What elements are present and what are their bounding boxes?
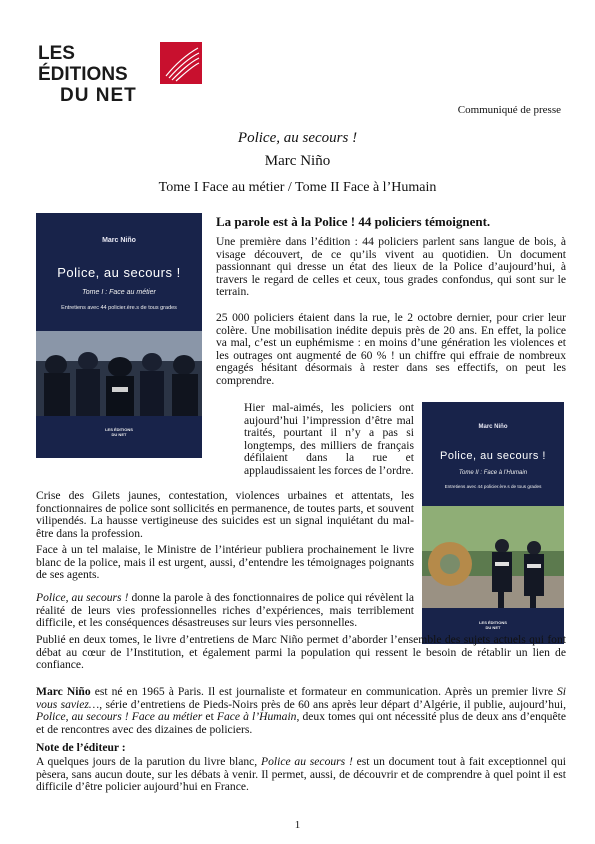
paragraph-8-and: et <box>202 710 217 724</box>
paragraph-4: Crise des Gilets jaunes, contestation, violences urbaines et attentats, les fonctionnaires de police sont sollicités en permanence, de toutes parts, et souvent vilipendés. La hausse vertigineuse des suicides est un signal inquiétant du mal-être dans la profession. <box>36 489 414 540</box>
book-cover-tome-2 <box>422 402 564 644</box>
cover-publisher-line-1: LES ÉDITIONS <box>479 620 507 625</box>
paragraph-6 <box>36 592 414 630</box>
paragraph-2: 25 000 policiers étaient dans la rue, le 2 octobre dernier, pour crier leur colère. Une mobilisation inédite depuis près de 20 ans. En effet, la police va mal, c’est un euphémisme : en moins d’une génération les violences et les outrages ont augmenté de 60 % ! un chiffre qui effraie de nombreux engagés hésitant désormais à rester dans ses effectifs, on peut les comprendre. <box>216 311 566 387</box>
book-title-inline-2: Police au secours ! <box>261 755 353 768</box>
page-number: 1 <box>294 819 301 831</box>
book-cover-tome-1 <box>36 213 202 458</box>
publisher-logo-icon <box>160 42 202 84</box>
paragraph-1: Une première dans l’édition : 44 policiers parlent sans langue de bois, à visage découvert, de ce qu’ils vivent au quotidien. Un document passionnant qui dresse un état des lieux de la Police d’aujourd’hui, à travers le regard de celles et ceux, tous grades confondus, qui sont sur le terrain. <box>216 235 566 299</box>
paragraph-9-text-a: A quelques jours de la parution du livre blanc, <box>36 755 261 768</box>
cover-author: Marc Niño <box>102 237 136 244</box>
logo-line-2: DU NET <box>60 85 137 106</box>
cover-publisher-line-2: DU NET <box>485 625 501 630</box>
cover-subtitle: Entretiens avec 44 policier.ère.s de tous grades <box>444 484 542 489</box>
cover-title: Police, au secours ! <box>440 450 546 462</box>
paragraph-8-text-b: , série d’entretiens de Pieds-Noirs près de 60 ans après leur départ d’Algérie, il publie, aujourd’hui, <box>99 697 566 711</box>
tome-2-title-inline: Face à l’Humain <box>216 710 297 724</box>
book-title-inline: Police, au secours ! <box>36 591 129 604</box>
cover-publisher <box>36 427 202 437</box>
paragraph-9 <box>36 756 566 794</box>
cover-publisher-line-1: LES ÉDITIONS <box>105 427 133 432</box>
paragraph-8 <box>36 686 566 736</box>
cover-title: Police, au secours ! <box>57 265 181 280</box>
publisher-logo <box>38 43 158 106</box>
press-release-label: Communiqué de presse <box>457 104 561 116</box>
cover-tome: Tome II : Face à l’Humain <box>458 470 528 476</box>
editor-note-heading: Note de l’éditeur : <box>36 741 126 754</box>
paragraph-8-text-a: est né en 1965 à Paris. Il est journaliste et formateur en communication. Après un premier livre <box>90 685 557 698</box>
book-tomes: Tome I Face au métier / Tome II Face à l’Humain <box>158 180 437 195</box>
paragraph-6-text: donne la parole à des fonctionnaires de police qui révèlent la réalité de leurs vies professionnelles riches d’expériences, mais terriblement difficile, et les conséquences désastreuses sur leurs vies personnelles. <box>36 591 414 630</box>
previous-book-title: Si vous saviez… <box>36 685 567 711</box>
cover-photo <box>422 506 564 608</box>
paragraph-3: Hier mal-aimés, les policiers ont aujourd’hui l’impression d’être mal traités, pourtant il n’y a pas si longtemps, des milliers de français défilaient dans la rue et applaudissaient les forces de l’ordre. <box>244 401 414 477</box>
book-author: Marc Niño <box>264 153 331 169</box>
cover-photo <box>36 331 202 416</box>
cover-publisher <box>422 620 564 630</box>
article-headline: La parole est à la Police ! 44 policiers témoignent. <box>216 214 491 229</box>
cover-author: Marc Niño <box>478 424 508 430</box>
cover-publisher-line-2: DU NET <box>111 432 127 437</box>
paragraph-7: Publié en deux tomes, le livre d’entretiens de Marc Niño permet d’aborder l’ensemble des sujets actuels qui font débat au cœur de l’Institution, et également parmi la population qui ressent le besoin de rétablir un lien de confiance. <box>36 633 566 672</box>
logo-line-1: LES ÉDITIONS <box>38 43 128 85</box>
paragraph-8-text-c: , deux tomes qui ont nécessité plus de deux ans d’enquête et de rencontres avec des dizaines de policiers. <box>36 710 566 736</box>
author-name: Marc Niño <box>36 685 91 698</box>
tome-1-title-inline: Police, au secours ! Face au métier <box>36 710 203 724</box>
cover-subtitle: Entretiens avec 44 policier.ère.s de tous grades <box>61 305 177 311</box>
paragraph-9-text-b: est un document tout à fait exceptionnel qui pèsera, sans aucun doute, sur les débats à venir. Il permet, aussi, de découvrir et de comprendre à quel point il est difficile d’être policier aujourd’hui en France. <box>36 755 566 794</box>
book-title: Police, au secours ! <box>237 130 358 146</box>
cover-tome: Tome I : Face au métier <box>82 289 156 296</box>
paragraph-5: Face à un tel malaise, le Ministre de l’intérieur publiera prochainement le livre blanc de la police, mais il est urgent, aussi, d’entendre les témoignages poignants de ses agents. <box>36 543 414 582</box>
